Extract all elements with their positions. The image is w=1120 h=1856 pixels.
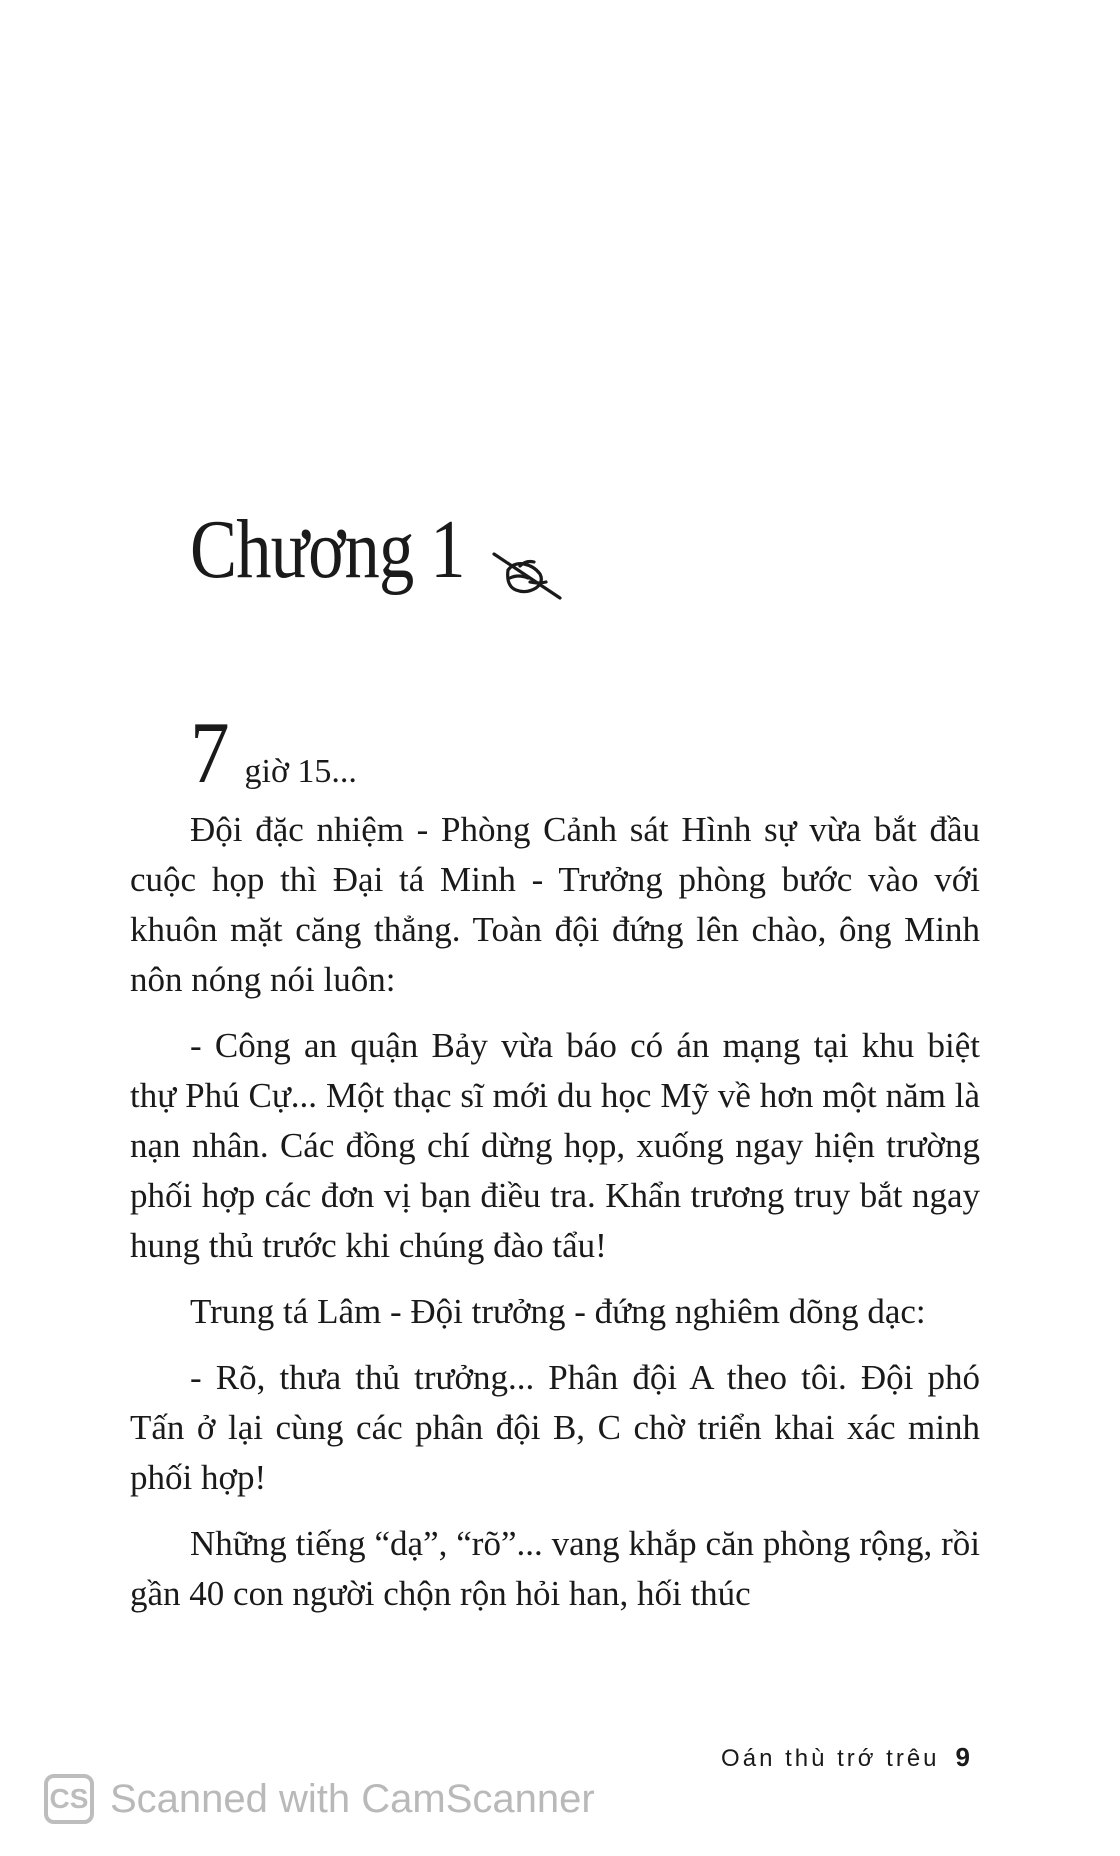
camscanner-logo-icon: CS (44, 1774, 94, 1824)
section-heading-text: giờ 15... (236, 753, 357, 790)
page-footer (721, 1742, 970, 1773)
camscanner-watermark (44, 1774, 595, 1824)
body-text (130, 805, 980, 1619)
paragraph: - Rõ, thưa thủ trưởng... Phân đội A theo tôi. Đội phó Tấn ở lại cùng các phân đội B, C chờ triển khai xác minh phối hợp! (130, 1358, 980, 1497)
section-heading (190, 705, 357, 802)
chapter-title: Chương 1 (190, 503, 465, 596)
paragraph: Trung tá Lâm - Đội trưởng - đứng nghiêm dõng dạc: (190, 1292, 926, 1331)
dropcap: 7 (190, 705, 230, 802)
paragraph: - Công an quận Bảy vừa báo có án mạng tại khu biệt thự Phú Cự... Một thạc sĩ mới du học Mỹ về hơn một năm là nạn nhân. Các đồng chí dừng họp, xuống ngay hiện trường phối hợp các đơn vị bạn điều tra. Khẩn trương truy bắt ngay hung thủ trước khi chúng đào tẩu! (130, 1026, 980, 1265)
paragraph: Đội đặc nhiệm - Phòng Cảnh sát Hình sự vừa bắt đầu cuộc họp thì Đại tá Minh - Trưởng phòng bước vào với khuôn mặt căng thẳng. Toàn đội đứng lên chào, ông Minh nôn nóng nói luôn: (130, 810, 980, 999)
writing-hand-icon (490, 548, 568, 604)
page-number: 9 (955, 1742, 970, 1772)
watermark-text: Scanned with CamScanner (110, 1776, 595, 1821)
paragraph: Những tiếng “dạ”, “rõ”... vang khắp căn phòng rộng, rồi gần 40 con người chộn rộn hỏi han, hối thúc (130, 1524, 980, 1613)
running-title: Oán thù trớ trêu (721, 1745, 940, 1772)
